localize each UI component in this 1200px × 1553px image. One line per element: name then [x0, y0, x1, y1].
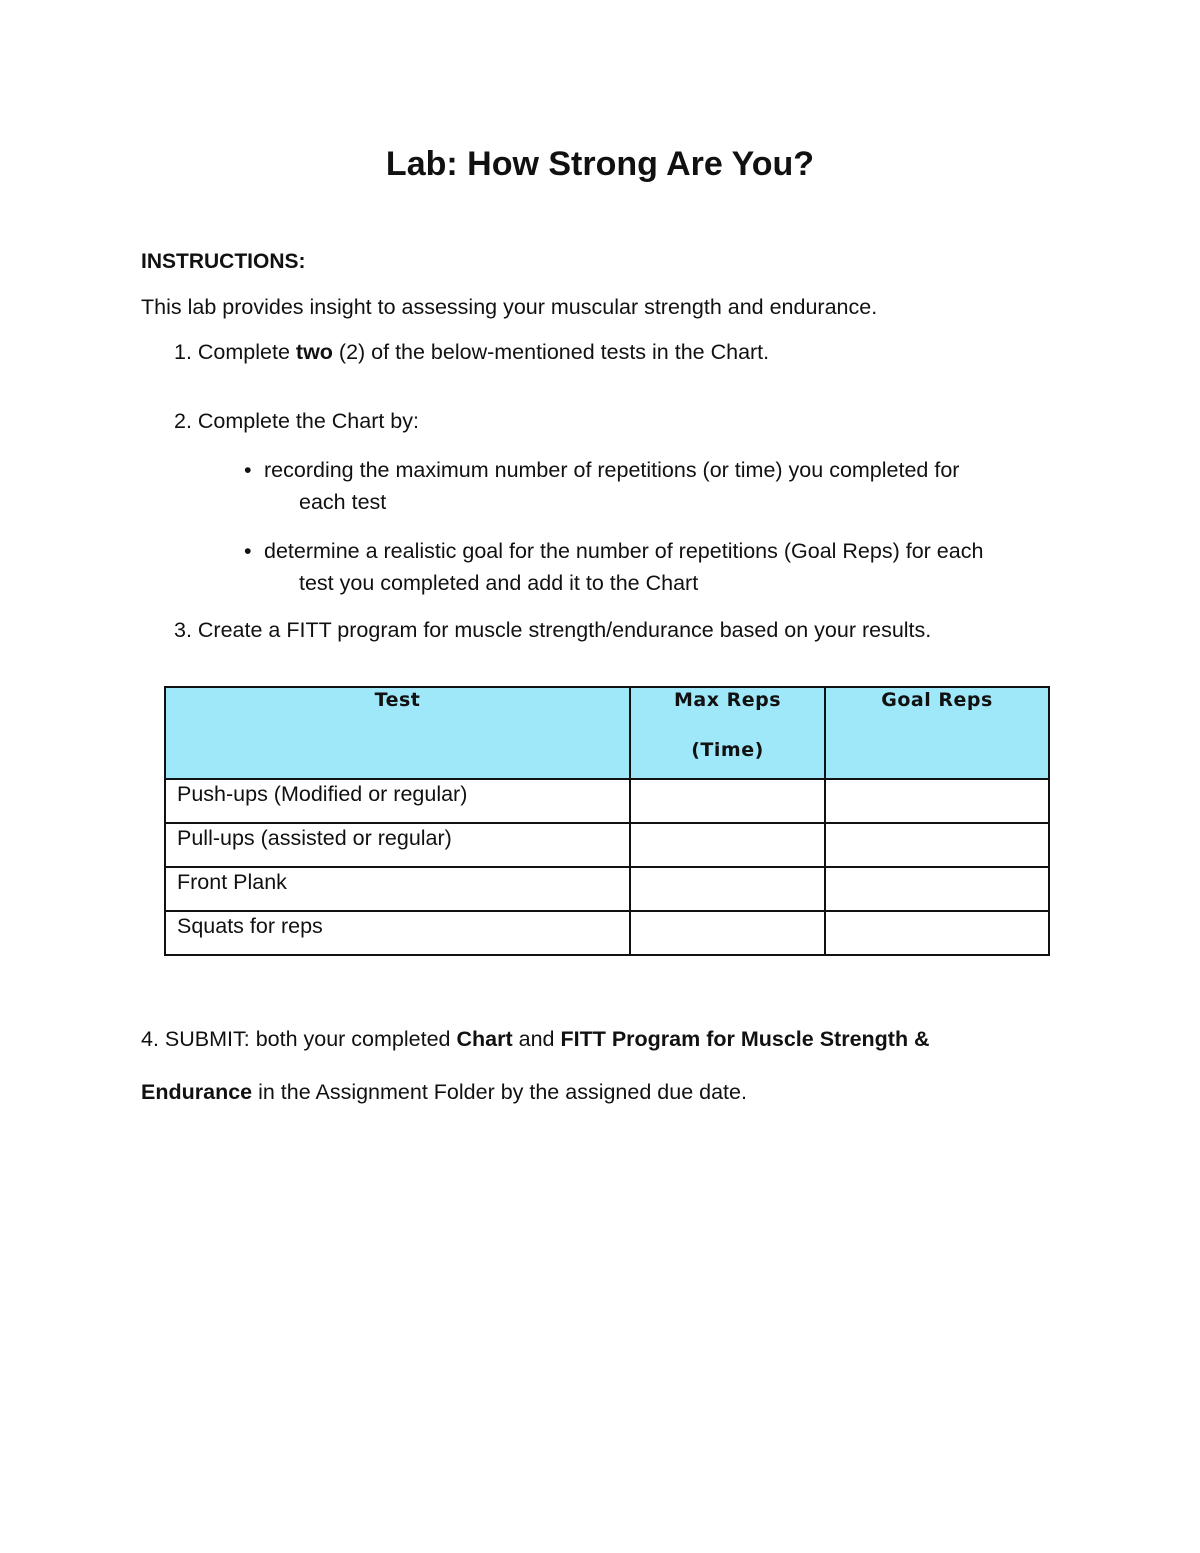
header-test: Test: [165, 687, 630, 779]
bullet-line: recording the maximum number of repetitions (or time) you completed for: [264, 458, 960, 482]
goal-reps-cell[interactable]: [825, 823, 1049, 867]
max-reps-cell[interactable]: [630, 823, 825, 867]
header-goal-reps: Goal Reps: [825, 687, 1049, 779]
table-row: [165, 779, 1049, 823]
step-4-bold-fitt: FITT Program for Muscle Strength &: [560, 1027, 930, 1051]
step-4: [141, 1025, 930, 1053]
bullet-line: determine a realistic goal for the number of repetitions (Goal Reps) for each: [264, 539, 984, 563]
goal-reps-cell[interactable]: [825, 779, 1049, 823]
step-1-bold: two: [295, 340, 333, 364]
bullet-dot: •: [244, 458, 252, 482]
step-1-suffix: (2) of the below-mentioned tests in the Chart.: [332, 340, 770, 364]
header-max-reps: Max Reps (Time): [630, 687, 825, 779]
table-header-row: [165, 687, 1049, 779]
test-name-cell: Push-ups (Modified or regular): [165, 779, 630, 823]
max-reps-cell[interactable]: [630, 911, 825, 955]
bullet-dot: •: [244, 539, 252, 563]
results-chart-table: [164, 686, 1050, 956]
step-4-continued: [141, 1078, 747, 1106]
goal-reps-cell[interactable]: [825, 911, 1049, 955]
table-row: [165, 911, 1049, 955]
step-4-bold-endurance: Endurance: [141, 1080, 253, 1104]
test-name-cell: Pull-ups (assisted or regular): [165, 823, 630, 867]
max-reps-cell[interactable]: [630, 779, 825, 823]
intro-paragraph: This lab provides insight to assessing your muscular strength and endurance.: [141, 295, 878, 319]
step-4-bold-chart: Chart: [456, 1027, 513, 1051]
instructions-heading: INSTRUCTIONS:: [141, 250, 306, 273]
step-4-suffix: in the Assignment Folder by the assigned due date.: [252, 1080, 747, 1104]
max-reps-cell[interactable]: [630, 867, 825, 911]
step-4-mid: and: [512, 1027, 561, 1051]
step-1: [174, 338, 769, 366]
table-row: [165, 867, 1049, 911]
table-row: [165, 823, 1049, 867]
step-4-prefix: 4. SUBMIT: both your completed: [141, 1027, 457, 1051]
step-2: 2. Complete the Chart by:: [174, 409, 419, 433]
page-title: Lab: How Strong Are You?: [385, 145, 815, 183]
step-3: 3. Create a FITT program for muscle strength/endurance based on your results.: [174, 618, 932, 642]
bullet-line: each test: [299, 490, 387, 514]
bullet-line: test you completed and add it to the Chart: [299, 571, 699, 595]
test-name-cell: Squats for reps: [165, 911, 630, 955]
step-1-prefix: 1. Complete: [174, 340, 296, 364]
test-name-cell: Front Plank: [165, 867, 630, 911]
goal-reps-cell[interactable]: [825, 867, 1049, 911]
